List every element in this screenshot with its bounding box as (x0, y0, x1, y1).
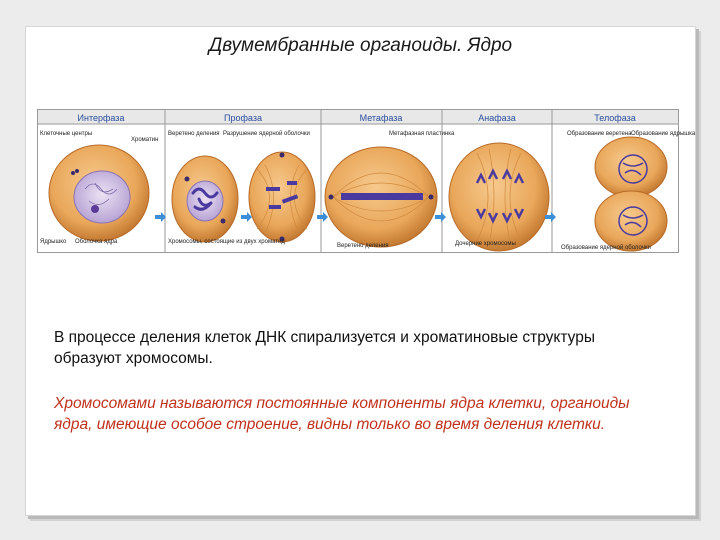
label-cell-centers: Клеточные центры (40, 131, 93, 137)
phase-anaphase: Анафаза (478, 113, 516, 123)
label-chromosomes: Хромосомы, состоящие из двух хроматид (168, 239, 285, 245)
prophase-cell-early (172, 156, 238, 242)
phase-interphase: Интерфаза (77, 113, 125, 123)
slide (25, 26, 696, 516)
anaphase-cell (449, 143, 549, 251)
label-dissolving-envelope: Разрушение ядерной оболочки (223, 131, 310, 137)
label-chromatin: Хроматин (131, 137, 159, 143)
label-nucleolus: Ядрышко (40, 239, 67, 245)
label-forming-nucleolus: Образование ядрышка (631, 131, 696, 137)
interphase-cell (49, 145, 149, 241)
label-spindle: Веретено деления (168, 131, 220, 137)
phase-metaphase: Метафаза (359, 113, 403, 123)
label-nuclear-envelope: Оболочка ядра (75, 239, 118, 245)
cell-division-figure (37, 109, 696, 253)
label-forming-envelope: Образование ядерной оболочки (561, 245, 651, 251)
phase-prophase: Профаза (224, 113, 262, 123)
label-daughter-chromosomes: Дочерние хромосомы (455, 241, 516, 247)
slide-title: Двумембранные органоиды. Ядро (208, 35, 513, 56)
chromosome-definition-text: Хромосомами называются постоянные компоненты ядра клетки, органоиды ядра, имеющие особое строение, видны только во время деления клетки. (54, 395, 630, 433)
label-forming-spindle: Образование веретена (567, 131, 632, 137)
metaphase-cell (325, 147, 437, 247)
chromosome-formation-text: В процессе деления клеток ДНК спирализуется и хроматиновые структуры образуют хромосомы. (54, 329, 596, 367)
label-metaphase-spindle: Веретено деления (337, 243, 389, 249)
label-metaphase-plate: Метафазная пластинка (389, 131, 455, 137)
prophase-cell-late (249, 152, 315, 242)
phase-telophase: Телофаза (594, 113, 636, 123)
